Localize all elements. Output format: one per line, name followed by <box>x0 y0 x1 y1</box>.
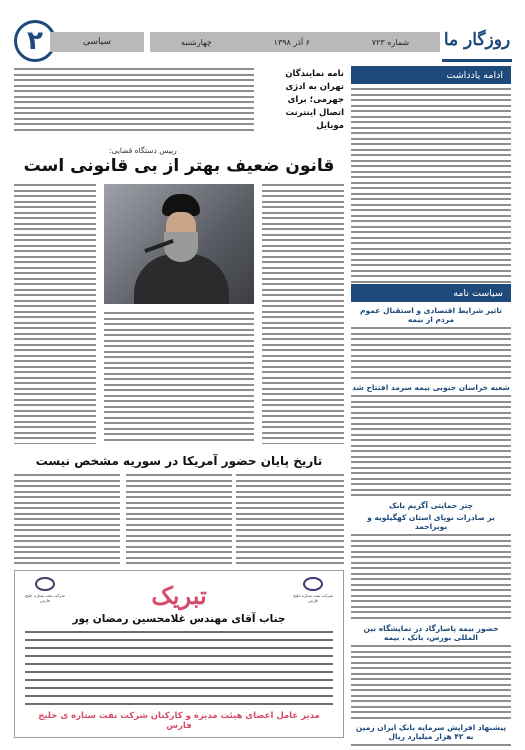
speaker-photo <box>104 184 254 304</box>
section-label: سیاسی <box>50 32 144 52</box>
ad-signature: مدیر عامل اعضای هیئت مدیره و کارکنان شرکت نفت ستاره ی خلیج فارس <box>38 711 320 731</box>
article-column <box>14 474 120 564</box>
sidebar-item-text <box>351 534 511 620</box>
article-column <box>262 184 344 444</box>
masthead <box>14 20 512 64</box>
kicker-text <box>14 68 254 132</box>
congratulation-ad <box>14 570 344 738</box>
main-news <box>14 66 344 738</box>
sidebar-item-title: تاثیر شرایط اقتصادی و استقبال عموم مردم از بیمه <box>360 306 502 324</box>
company-logo-caption: شرکت نفت ستاره خلیج فارس <box>25 593 65 603</box>
policy-heading: سیاست نامه <box>351 284 511 302</box>
date-bar <box>150 32 440 52</box>
ad-heading: تبریک <box>151 581 207 610</box>
main-headline: قانون ضعیف بهتر از بی قانونی است <box>23 156 335 176</box>
sidebar-item-title: پیشنهاد افزایش سرمایه بانک ایران زمین به ۴۲ هزار میلیارد ریال <box>355 723 507 741</box>
article-column <box>236 474 344 564</box>
sidebar-item-title: حضور بیمه پاسارگاد در نمایشگاه بین المللی بورس، بانک ، بیمه <box>363 624 499 642</box>
sidebar-item-title: بر صادرات نوپای استان کهگیلویه و بویراحمد <box>367 513 495 531</box>
page-number-badge: ۲ <box>14 20 56 62</box>
editorial-heading: ادامه یادداشت <box>351 66 511 84</box>
article-column <box>104 312 254 444</box>
editorial-text <box>351 88 511 284</box>
issue-number: شماره ۷۲۳ <box>371 37 410 47</box>
newspaper-logo: روزگار ما <box>442 20 512 62</box>
sidebar-item-title: شعبه خراسان جنوبی بیمه سرمد افتتاح شد <box>352 383 510 392</box>
sidebar-item-text <box>351 395 511 497</box>
sidebar-item-text <box>351 327 511 379</box>
ad-body-text <box>25 631 333 705</box>
headline-overline: رییس دستگاه قضایی: <box>109 146 177 155</box>
article-column <box>126 474 232 564</box>
kicker-headline: نامه نمایندگان تهران به ادژی جهرمی؛ برای اتصال اینترنت موبایل <box>285 69 344 131</box>
article-column <box>14 184 96 444</box>
company-logo <box>293 577 333 605</box>
sidebar <box>351 66 511 741</box>
ad-recipient: جناب آقای مهندس غلامحسین رمضان پور <box>72 613 286 625</box>
company-logo-caption: شرکت نفت ستاره خلیج فارس <box>293 593 333 603</box>
issue-date: ۶ آذر ۱۳۹۸ <box>273 37 310 47</box>
sidebar-item-text <box>351 645 511 719</box>
issue-day: چهارشنبه <box>180 37 212 47</box>
sidebar-item-text <box>351 744 511 750</box>
secondary-headline: تاریخ پایان حضور آمریکا در سوریه مشخص نیست <box>35 454 323 468</box>
sidebar-item-title: چتر حمایتی آگزیم بانک <box>388 501 474 510</box>
